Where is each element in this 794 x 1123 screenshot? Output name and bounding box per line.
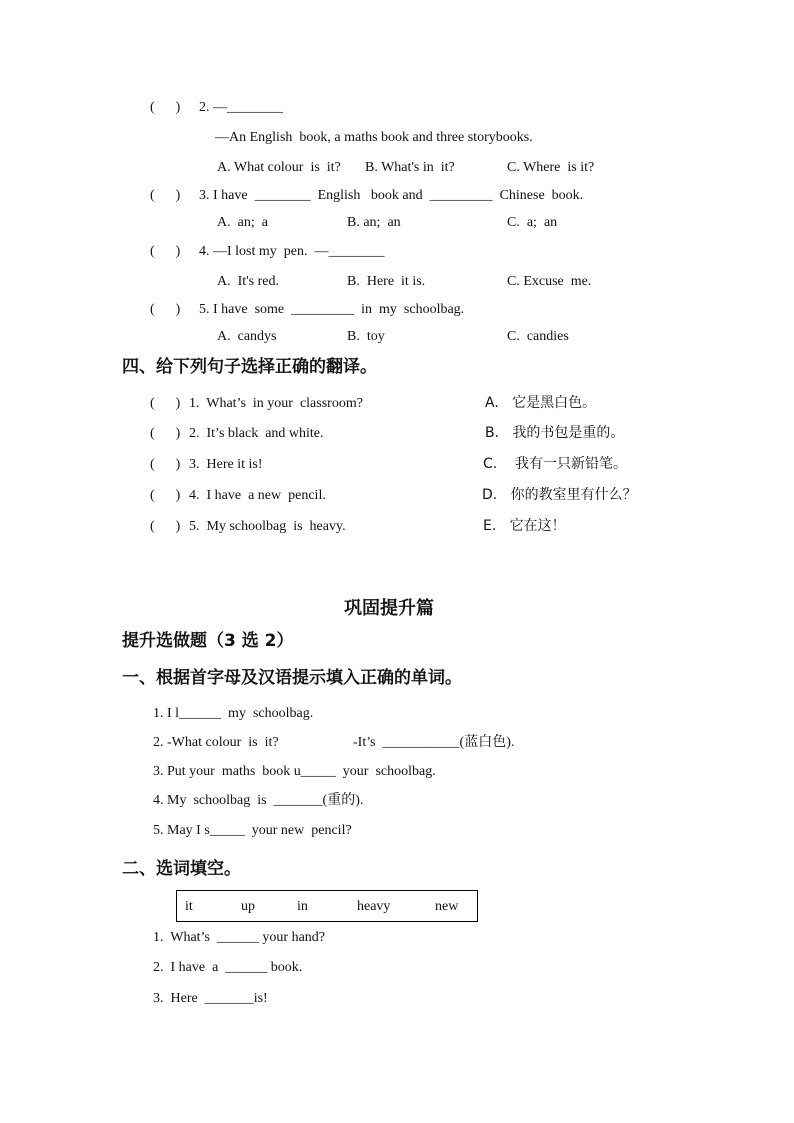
exercise-heading: 一、根据首字母及汉语提示填入正确的单词。 [122, 668, 462, 688]
dialogue-line: —An English book, a maths book and three storybooks. [215, 130, 533, 145]
english-sentence: 1. What’s in your classroom? [189, 396, 363, 411]
answer-paren: ( ) [150, 519, 181, 534]
option-b: B. What's in it? [365, 160, 455, 175]
section-heading: 四、给下列句子选择正确的翻译。 [122, 357, 377, 377]
exercise-heading: 二、选词填空。 [122, 859, 241, 879]
chinese-translation: D. 你的教室里有什么？ [482, 487, 637, 503]
option-c: C. Excuse me. [507, 274, 592, 289]
english-sentence: 5. My schoolbag is heavy. [189, 519, 346, 534]
option-a: A. an; a [217, 215, 268, 230]
option-b: B. Here it is. [347, 274, 426, 289]
answer-paren: ( ) [150, 188, 181, 203]
word-bank-word: heavy [357, 899, 391, 914]
chinese-translation: B. 我的书包是重的。 [485, 425, 625, 441]
option-a: A. candys [217, 329, 277, 344]
question-stem: 2. —________ [199, 100, 283, 115]
word-bank-word: in [297, 899, 308, 914]
fill-item: 3. Here _______is! [153, 991, 268, 1006]
answer-paren: ( ) [150, 396, 181, 411]
chinese-translation: C. 我有一只新铅笔。 [483, 456, 628, 472]
chinese-translation: E. 它在这！ [483, 518, 566, 534]
option-b: B. an; an [347, 215, 401, 230]
fill-item: 5. May I s_____ your new pencil? [153, 823, 352, 838]
question-stem: 4. —I lost my pen. —________ [199, 244, 385, 259]
option-a: A. What colour is it? [217, 160, 341, 175]
word-bank [176, 890, 478, 922]
english-sentence: 3. Here it is! [189, 457, 263, 472]
question-stem: 5. I have some _________ in my schoolbag. [199, 302, 465, 317]
option-b: B. toy [347, 329, 385, 344]
word-bank-word: it [185, 899, 193, 914]
option-c: C. candies [507, 329, 569, 344]
fill-item: 1. What’s ______ your hand? [153, 930, 325, 945]
answer-paren: ( ) [150, 488, 181, 503]
answer-paren: ( ) [150, 302, 181, 317]
fill-item: 3. Put your maths book u_____ your schoolbag. [153, 764, 436, 779]
chinese-translation: A. 它是黑白色。 [485, 395, 597, 411]
question-stem: 3. I have ________ English book and _________ Chinese book. [199, 188, 584, 203]
answer-paren: ( ) [150, 426, 181, 441]
answer-paren: ( ) [150, 244, 181, 259]
fill-item: 1. I l______ my schoolbag. [153, 706, 314, 721]
section-subtitle: 提升选做题（3 选 2） [122, 631, 294, 651]
answer-paren: ( ) [150, 100, 181, 115]
word-bank-word: new [435, 899, 459, 914]
fill-item: 4. My schoolbag is _______(重的). [153, 793, 364, 808]
english-sentence: 2. It’s black and white. [189, 426, 324, 441]
fill-item: 2. -What colour is it? [153, 735, 279, 750]
option-c: C. Where is it? [507, 160, 595, 175]
answer-paren: ( ) [150, 457, 181, 472]
option-a: A. It's red. [217, 274, 280, 289]
fill-item-answer: -It’s ___________(蓝白色). [353, 735, 515, 750]
fill-item: 2. I have a ______ book. [153, 960, 303, 975]
option-c: C. a; an [507, 215, 558, 230]
word-bank-word: up [241, 899, 255, 914]
section-title: 巩固提升篇 [344, 598, 434, 619]
english-sentence: 4. I have a new pencil. [189, 488, 326, 503]
